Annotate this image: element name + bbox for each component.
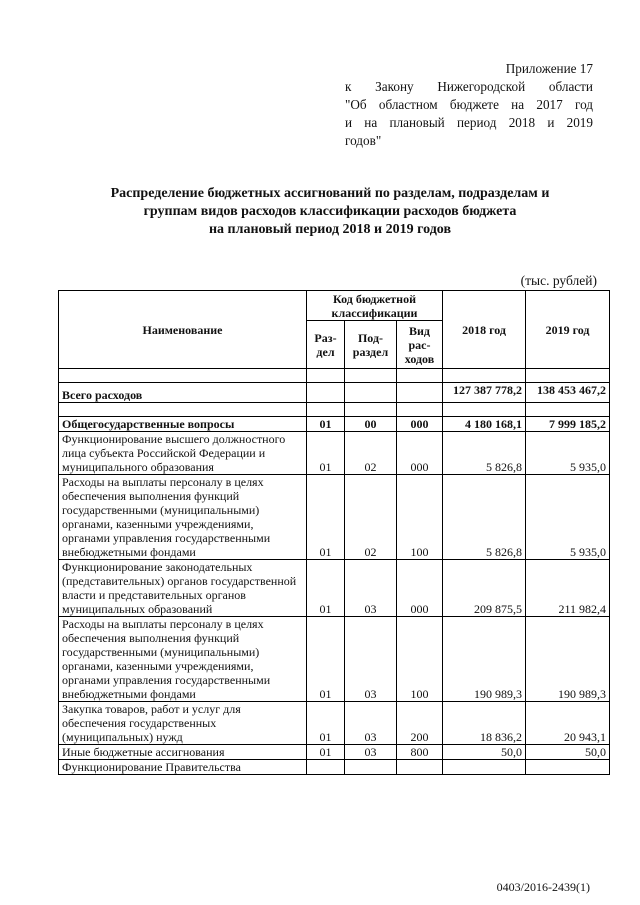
table-row <box>59 475 610 560</box>
row-name: Закупка товаров, работ и услуг для обеспечения государственных (муниципальных) нужд <box>59 702 307 745</box>
row-expense-type <box>397 760 443 775</box>
title-line: на плановый период 2018 и 2019 годов <box>208 222 452 237</box>
row-subsection: 03 <box>345 560 397 617</box>
table-row <box>59 617 610 702</box>
row-expense-type: 000 <box>397 417 443 432</box>
row-subsection: 00 <box>345 417 397 432</box>
row-section: 01 <box>307 560 345 617</box>
row-expense-type: 100 <box>397 617 443 702</box>
document-code: 0403/2016-2439(1) <box>496 880 590 894</box>
row-2018: 5 826,8 <box>443 432 526 475</box>
header-2018: 2018 год <box>443 291 526 369</box>
row-2018: 190 989,3 <box>443 617 526 702</box>
row-expense-type: 000 <box>397 560 443 617</box>
appendix-line: к Закону Нижегородской области <box>345 79 593 94</box>
row-2018: 209 875,5 <box>443 560 526 617</box>
appendix-line: и на плановый период 2018 и 2019 <box>345 115 593 130</box>
appendix-line: "Об областном бюджете на 2017 год <box>345 97 593 112</box>
row-section: 01 <box>307 432 345 475</box>
row-name: Иные бюджетные ассигнования <box>59 745 307 760</box>
row-2018: 50,0 <box>443 745 526 760</box>
budget-table <box>58 290 610 775</box>
table-row <box>59 760 610 775</box>
row-name: Расходы на выплаты персоналу в целях обеспечения выполнения функций государственными (муниципальными) органами, казенными учреждениями, органами управления государственными внебюджетными фондами <box>59 617 307 702</box>
appendix-title: Приложение 17 <box>505 61 593 76</box>
title-line: группам видов расходов классификации расходов бюджета <box>143 204 517 219</box>
row-expense-type: 100 <box>397 475 443 560</box>
row-2019: 5 935,0 <box>526 475 610 560</box>
row-section: 01 <box>307 617 345 702</box>
header-subsection: Под-раздел <box>345 321 397 369</box>
row-section: 01 <box>307 745 345 760</box>
row-2019: 50,0 <box>526 745 610 760</box>
units-label: (тыс. рублей) <box>520 273 597 288</box>
document-title <box>60 185 600 239</box>
row-subsection <box>345 760 397 775</box>
appendix-block <box>345 60 593 150</box>
appendix-line: годов" <box>345 133 382 148</box>
row-expense-type: 000 <box>397 432 443 475</box>
row-section <box>307 760 345 775</box>
row-expense-type: 800 <box>397 745 443 760</box>
header-2019: 2019 год <box>526 291 610 369</box>
row-section: 01 <box>307 702 345 745</box>
row-name: Функционирование высшего должностного лица субъекта Российской Федерации и муниципального образования <box>59 432 307 475</box>
row-2019: 190 989,3 <box>526 617 610 702</box>
row-2018: 5 826,8 <box>443 475 526 560</box>
row-subsection: 03 <box>345 745 397 760</box>
title-line: Распределение бюджетных ассигнований по разделам, подразделам и <box>110 186 550 201</box>
row-2019: 7 999 185,2 <box>526 417 610 432</box>
header-section: Раз-дел <box>307 321 345 369</box>
row-subsection: 02 <box>345 432 397 475</box>
row-2019: 5 935,0 <box>526 432 610 475</box>
row-2018 <box>443 760 526 775</box>
row-section: 01 <box>307 475 345 560</box>
row-subsection: 03 <box>345 617 397 702</box>
header-name: Наименование <box>59 291 307 369</box>
row-name: Функционирование Правительства <box>59 760 307 775</box>
total-row <box>59 383 610 403</box>
row-name: Расходы на выплаты персоналу в целях обеспечения выполнения функций государственными (муниципальными) органами, казенными учреждениями, органами управления государственными внебюджетными фондами <box>59 475 307 560</box>
table-row <box>59 560 610 617</box>
row-2018: 18 836,2 <box>443 702 526 745</box>
header-code-group: Код бюджетной классификации <box>307 291 443 321</box>
row-2019: 211 982,4 <box>526 560 610 617</box>
total-2018: 127 387 778,2 <box>443 383 526 403</box>
table-row <box>59 417 610 432</box>
table-row <box>59 745 610 760</box>
row-name: Функционирование законодательных (представительных) органов государственной власти и представительных органов муниципальных образований <box>59 560 307 617</box>
row-2019: 20 943,1 <box>526 702 610 745</box>
total-name: Всего расходов <box>59 383 307 403</box>
table-row <box>59 432 610 475</box>
row-subsection: 02 <box>345 475 397 560</box>
row-expense-type: 200 <box>397 702 443 745</box>
row-name: Общегосударственные вопросы <box>59 417 307 432</box>
total-2019: 138 453 467,2 <box>526 383 610 403</box>
row-subsection: 03 <box>345 702 397 745</box>
row-2018: 4 180 168,1 <box>443 417 526 432</box>
header-expense-type: Вид рас-ходов <box>397 321 443 369</box>
table-row <box>59 702 610 745</box>
row-section: 01 <box>307 417 345 432</box>
row-2019 <box>526 760 610 775</box>
